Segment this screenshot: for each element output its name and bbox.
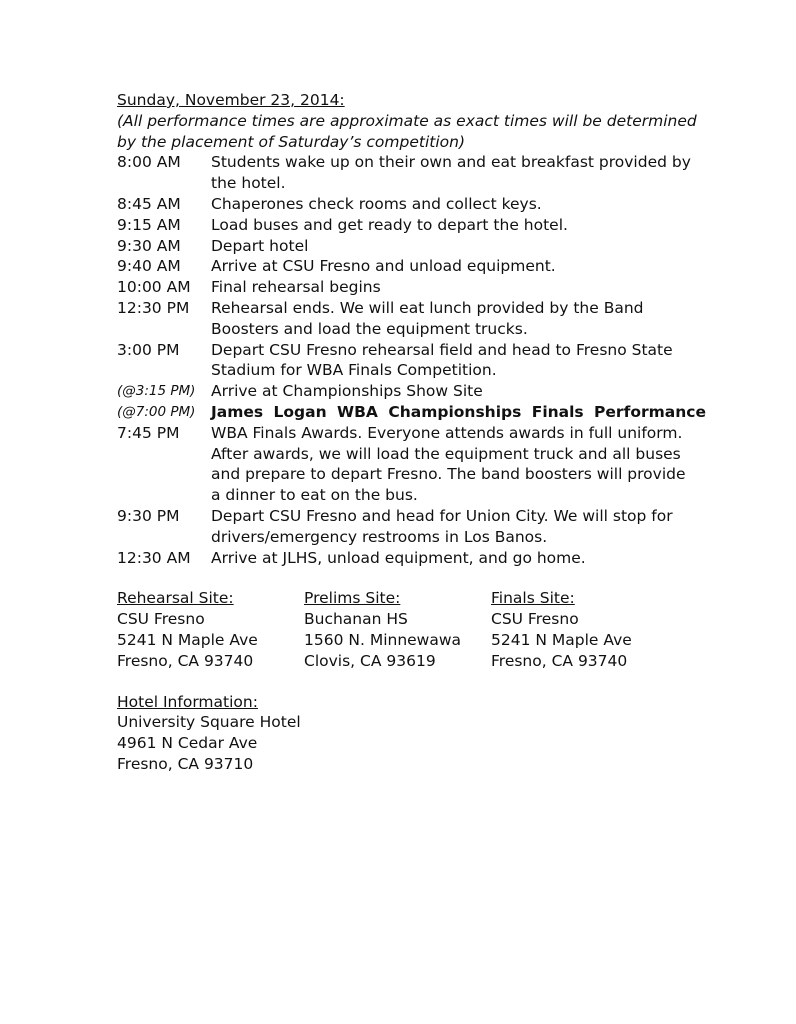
schedule-row — [117, 256, 697, 277]
prelims-site — [304, 588, 491, 671]
hotel-city: Fresno, CA 93710 — [117, 754, 254, 773]
schedule-description: Depart CSU Fresno rehearsal field and head to Fresno State Stadium for WBA Finals Competition. — [211, 340, 673, 380]
schedule-time-approximate: (@7:00 PM) — [117, 403, 196, 420]
schedule-time: 7:45 PM — [117, 423, 180, 442]
site-city: Clovis, CA 93619 — [304, 651, 436, 670]
schedule-row — [117, 548, 697, 569]
finals-site — [491, 588, 678, 671]
schedule-time: 8:00 AM — [117, 153, 181, 172]
hotel-title: Hotel Information: — [117, 692, 258, 711]
schedule-row — [117, 152, 697, 194]
itinerary-page — [117, 90, 706, 775]
site-title: Rehearsal Site: — [117, 589, 234, 608]
hotel-information — [117, 692, 697, 775]
site-name: CSU Fresno — [117, 610, 205, 629]
site-addresses — [117, 588, 697, 671]
schedule-time: 8:45 AM — [117, 194, 181, 213]
schedule-description: Arrive at CSU Fresno and unload equipment. — [211, 257, 556, 276]
schedule-row — [117, 506, 697, 548]
schedule-time: 9:30 AM — [117, 236, 181, 255]
schedule-description: Load buses and get ready to depart the hotel. — [211, 215, 568, 234]
schedule-time: 9:15 AM — [117, 215, 181, 234]
schedule-row — [117, 381, 697, 402]
site-city: Fresno, CA 93740 — [491, 651, 628, 670]
site-city: Fresno, CA 93740 — [117, 651, 254, 670]
site-address: 5241 N Maple Ave — [491, 630, 632, 649]
schedule-description: Depart CSU Fresno and head for Union City. We will stop for drivers/emergency restrooms in Los Banos. — [211, 506, 673, 546]
hotel-address: 4961 N Cedar Ave — [117, 734, 258, 753]
site-name: Buchanan HS — [304, 610, 408, 629]
schedule-time: 12:30 AM — [117, 548, 191, 567]
site-title: Prelims Site: — [304, 589, 401, 608]
schedule-description: Arrive at JLHS, unload equipment, and go home. — [211, 548, 586, 567]
site-address: 1560 N. Minnewawa — [304, 630, 462, 649]
site-title: Finals Site: — [491, 589, 575, 608]
schedule-time: 3:00 PM — [117, 340, 180, 359]
rehearsal-site — [117, 588, 304, 671]
approximate-times-note: (All performance times are approximate as exact times will be determined by the placement of Saturday’s competition) — [117, 111, 697, 151]
schedule-time: 10:00 AM — [117, 278, 191, 297]
schedule-time-approximate: (@3:15 PM) — [117, 383, 196, 400]
site-name: CSU Fresno — [491, 610, 579, 629]
schedule-time: 9:30 PM — [117, 506, 180, 525]
date-heading: Sunday, November 23, 2014: — [117, 91, 345, 109]
schedule-description: WBA Finals Awards. Everyone attends awards in full uniform. After awards, we will load the equipment truck and all buses and prepare to depart Fresno. The band boosters will provide a dinner to eat on the bus. — [211, 423, 686, 505]
schedule-time: 9:40 AM — [117, 257, 181, 276]
schedule-description: Rehearsal ends. We will eat lunch provided by the Band Boosters and load the equipment trucks. — [211, 298, 644, 338]
schedule-time: 12:30 PM — [117, 298, 190, 317]
schedule-description: Arrive at Championships Show Site — [211, 382, 483, 401]
schedule-row — [117, 298, 697, 340]
schedule-description: Students wake up on their own and eat breakfast provided by the hotel. — [211, 153, 691, 193]
hotel-name: University Square Hotel — [117, 713, 301, 732]
finals-performance-description: James Logan WBA Championships Finals Performance — [211, 402, 706, 421]
schedule-row — [117, 236, 697, 257]
schedule-description: Depart hotel — [211, 236, 309, 255]
schedule-row — [117, 340, 697, 382]
schedule-row — [117, 423, 697, 506]
schedule-description: Chaperones check rooms and collect keys. — [211, 194, 542, 213]
site-address: 5241 N Maple Ave — [117, 630, 258, 649]
schedule-row — [117, 194, 697, 215]
schedule-list — [117, 152, 706, 568]
schedule-description: Final rehearsal begins — [211, 278, 381, 297]
schedule-row — [117, 277, 697, 298]
schedule-row — [117, 215, 697, 236]
schedule-row — [117, 402, 706, 423]
